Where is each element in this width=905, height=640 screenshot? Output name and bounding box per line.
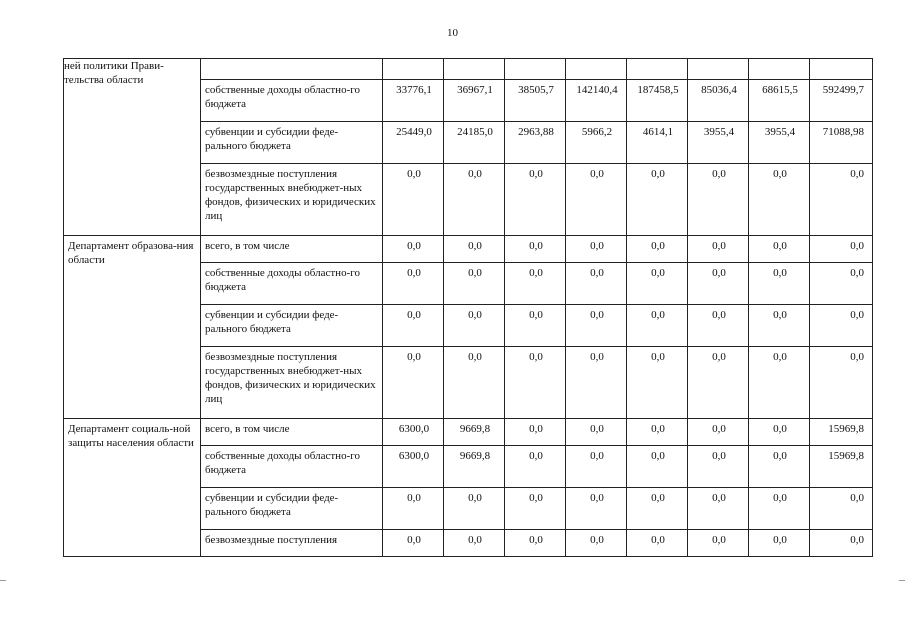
value-cell: 0,0	[505, 530, 566, 557]
value-cell: 36967,1	[444, 80, 505, 122]
total-cell: 0,0	[810, 347, 873, 419]
funding-source-cell: всего, в том числе	[201, 236, 383, 263]
value-cell: 0,0	[383, 236, 444, 263]
value-cell: 0,0	[566, 419, 627, 446]
table-row	[64, 419, 873, 446]
funding-source-cell: собственные доходы областно-го бюджета	[201, 446, 383, 488]
value-cell	[383, 59, 444, 80]
table-row	[64, 236, 873, 263]
value-cell: 6300,0	[383, 446, 444, 488]
value-cell: 0,0	[383, 263, 444, 305]
value-cell: 0,0	[566, 347, 627, 419]
value-cell: 33776,1	[383, 80, 444, 122]
value-cell: 24185,0	[444, 122, 505, 164]
funding-source-cell: субвенции и субсидии феде-рального бюджета	[201, 305, 383, 347]
value-cell: 0,0	[383, 347, 444, 419]
value-cell: 0,0	[749, 305, 810, 347]
value-cell: 0,0	[566, 263, 627, 305]
value-cell: 0,0	[444, 347, 505, 419]
value-cell: 0,0	[688, 530, 749, 557]
value-cell: 9669,8	[444, 446, 505, 488]
value-cell: 0,0	[566, 305, 627, 347]
value-cell: 0,0	[444, 305, 505, 347]
value-cell: 0,0	[688, 305, 749, 347]
table-row	[64, 59, 873, 80]
funding-source-cell	[201, 59, 383, 80]
value-cell: 0,0	[505, 488, 566, 530]
value-cell: 5966,2	[566, 122, 627, 164]
funding-source-cell: всего, в том числе	[201, 419, 383, 446]
total-cell: 0,0	[810, 305, 873, 347]
funding-source-cell: безвозмездные поступления государственных внебюджет-ных фондов, физических и юридических лиц	[201, 164, 383, 236]
value-cell: 0,0	[627, 347, 688, 419]
total-cell: 15969,8	[810, 419, 873, 446]
value-cell: 0,0	[627, 530, 688, 557]
funding-source-cell: безвозмездные поступления государственных внебюджет-ных фондов, физических и юридических лиц	[201, 347, 383, 419]
value-cell: 2963,88	[505, 122, 566, 164]
value-cell: 0,0	[383, 164, 444, 236]
value-cell: 0,0	[749, 446, 810, 488]
value-cell: 0,0	[505, 263, 566, 305]
value-cell	[444, 59, 505, 80]
scan-edge-mark	[0, 580, 6, 581]
value-cell: 25449,0	[383, 122, 444, 164]
total-cell: 0,0	[810, 530, 873, 557]
value-cell	[566, 59, 627, 80]
funding-source-cell: субвенции и субсидии феде-рального бюджета	[201, 122, 383, 164]
value-cell: 3955,4	[688, 122, 749, 164]
total-cell: 592499,7	[810, 80, 873, 122]
value-cell: 0,0	[688, 488, 749, 530]
organization-cell: Департамент социаль-ной защиты населения области	[64, 419, 201, 557]
organization-cell: ней политики Прави-тельства области	[64, 59, 201, 236]
value-cell: 0,0	[627, 236, 688, 263]
value-cell	[627, 59, 688, 80]
value-cell: 4614,1	[627, 122, 688, 164]
value-cell: 142140,4	[566, 80, 627, 122]
scan-edge-mark	[899, 580, 905, 581]
value-cell: 0,0	[749, 347, 810, 419]
value-cell: 9669,8	[444, 419, 505, 446]
total-cell: 71088,98	[810, 122, 873, 164]
value-cell: 0,0	[627, 164, 688, 236]
value-cell: 0,0	[383, 488, 444, 530]
value-cell: 0,0	[444, 488, 505, 530]
value-cell	[505, 59, 566, 80]
value-cell: 187458,5	[627, 80, 688, 122]
funding-source-cell: собственные доходы областно-го бюджета	[201, 263, 383, 305]
value-cell: 0,0	[749, 164, 810, 236]
value-cell: 0,0	[749, 236, 810, 263]
value-cell: 0,0	[688, 236, 749, 263]
value-cell: 0,0	[749, 263, 810, 305]
value-cell: 0,0	[566, 164, 627, 236]
value-cell	[749, 59, 810, 80]
value-cell: 0,0	[505, 305, 566, 347]
total-cell: 15969,8	[810, 446, 873, 488]
budget-table	[63, 58, 873, 557]
page-number: 10	[447, 27, 458, 39]
value-cell: 0,0	[444, 236, 505, 263]
value-cell: 0,0	[688, 347, 749, 419]
value-cell: 0,0	[688, 164, 749, 236]
value-cell: 0,0	[688, 446, 749, 488]
funding-source-cell: собственные доходы областно-го бюджета	[201, 80, 383, 122]
value-cell: 0,0	[627, 446, 688, 488]
value-cell	[688, 59, 749, 80]
total-cell: 0,0	[810, 164, 873, 236]
organization-cell: Департамент образова-ния области	[64, 236, 201, 419]
value-cell: 68615,5	[749, 80, 810, 122]
value-cell: 0,0	[505, 419, 566, 446]
value-cell: 0,0	[566, 488, 627, 530]
value-cell: 0,0	[566, 530, 627, 557]
value-cell: 38505,7	[505, 80, 566, 122]
value-cell: 0,0	[505, 236, 566, 263]
value-cell: 0,0	[627, 419, 688, 446]
value-cell: 0,0	[444, 263, 505, 305]
value-cell: 0,0	[505, 446, 566, 488]
total-cell: 0,0	[810, 488, 873, 530]
value-cell: 0,0	[627, 488, 688, 530]
value-cell: 3955,4	[749, 122, 810, 164]
value-cell: 0,0	[688, 419, 749, 446]
value-cell: 0,0	[383, 530, 444, 557]
total-cell	[810, 59, 873, 80]
value-cell: 0,0	[444, 164, 505, 236]
value-cell: 0,0	[383, 305, 444, 347]
value-cell: 0,0	[749, 419, 810, 446]
funding-source-cell: субвенции и субсидии феде-рального бюджета	[201, 488, 383, 530]
value-cell: 0,0	[444, 530, 505, 557]
funding-source-cell: безвозмездные поступления	[201, 530, 383, 557]
value-cell: 0,0	[505, 164, 566, 236]
value-cell: 0,0	[749, 488, 810, 530]
value-cell: 0,0	[627, 305, 688, 347]
value-cell: 0,0	[627, 263, 688, 305]
total-cell: 0,0	[810, 236, 873, 263]
value-cell: 0,0	[749, 530, 810, 557]
value-cell: 0,0	[505, 347, 566, 419]
value-cell: 0,0	[566, 236, 627, 263]
value-cell: 85036,4	[688, 80, 749, 122]
value-cell: 0,0	[566, 446, 627, 488]
total-cell: 0,0	[810, 263, 873, 305]
value-cell: 6300,0	[383, 419, 444, 446]
value-cell: 0,0	[688, 263, 749, 305]
